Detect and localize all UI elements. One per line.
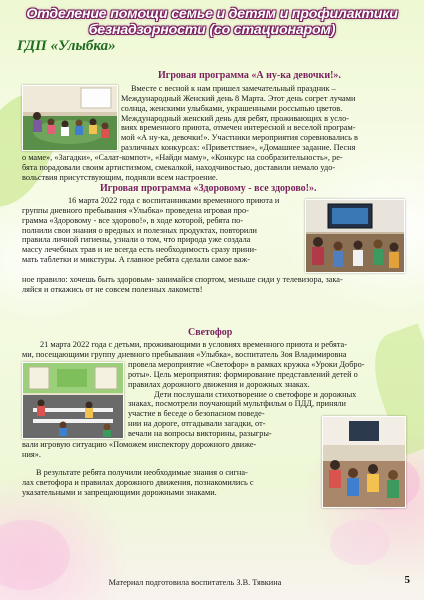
text-line: вечали на вопросы викторины, разыгры- xyxy=(128,428,272,438)
text-line: лах светофора и правилах дорожного движения, познакомились с xyxy=(22,477,254,487)
text-line: мой «А ну-ка, девочки!». Участники мероприятия соревновались в xyxy=(121,133,358,143)
section3-paragraph-full xyxy=(22,440,318,460)
text-line: нии на дороге, отгадывали загадки, от- xyxy=(128,418,266,428)
text-line: ное правило: хочешь быть здоровым- занимайся спортом, меньше сиди у телевизора, зака- xyxy=(22,275,343,284)
text-line: правилах дорожного движения и дорожных знаках. xyxy=(128,379,310,389)
background-flower xyxy=(330,520,390,565)
text-line: бята порадовали своим артистизмом, смекалкой, находчивостью, доставили немало удо- xyxy=(22,162,336,172)
text-line: 16 марта 2022 года с воспитанниками временного приюта и xyxy=(68,196,280,205)
text-line: Международный женский день для ребят, проживающих в усло- xyxy=(121,113,349,123)
text-line: провела мероприятие «Светофор» в рамках кружка «Уроки Добро- xyxy=(128,360,365,369)
page-title: Отделение помощи семье и детям и профилактики безнадзорности (со стационаром) xyxy=(26,6,398,38)
text-line: Вместе с весной к нам пришел замечательный праздник – xyxy=(131,84,336,93)
section2-paragraph-full xyxy=(22,275,404,295)
text-line: солнца, женскими улыбками, украшенными россыпью цветов. xyxy=(121,103,343,113)
text-line: знаках, посмотрели поучающий мультфильм о ПДД, приняли xyxy=(128,399,346,409)
photo-traffic-light-quiz-image xyxy=(323,417,405,507)
text-line: Международный Женский день 8 Марта. Этот день согрет лучами xyxy=(121,93,356,103)
section-title-health-program: Игровая программа «Здоровому - все здорово!». xyxy=(100,183,317,194)
text-line: мать таблетки и микстуры. А главное ребята сделали самое важ- xyxy=(22,255,251,265)
section-title-traffic-light: Светофор xyxy=(188,327,233,338)
text-line: Дети послушали стихотворение о светофоре и дорожных xyxy=(154,389,357,399)
text-line: 21 марта 2022 года с детьми, проживающими в условиях временного приюта и ребята- xyxy=(40,340,348,349)
text-line: ми, посещающими группу дневного пребывания «Улыбка», воспитатель Зоя Владимировна xyxy=(22,349,347,359)
text-line: различных конкурсах: «Приветствие», «Домашнее задание. Песня xyxy=(121,143,356,153)
text-line: вольствия присутствующим, подняли всем настроение. xyxy=(22,172,218,182)
text-line: ляйся и откажись от не совсем полезных лакомств! xyxy=(22,284,203,294)
text-line: вали игровую ситуацию «Поможем инспектору дорожного движе- xyxy=(22,440,257,449)
text-line: В результате ребята получили необходимые знания о сигна- xyxy=(36,468,248,477)
text-line: группы дневного пребывания «Улыбка» проведена игровая про- xyxy=(22,205,249,215)
text-line: о маме», «Загадки», «Салат-компот», «Найди маму», «Конкурс на сообразительность», ре- xyxy=(22,153,343,162)
text-line: указательными и запрещающими дорожными знаками. xyxy=(22,487,217,497)
section2-paragraph-wrapped xyxy=(22,196,300,265)
section3-paragraph-between-photos xyxy=(128,409,318,439)
section1-paragraph-wrapped xyxy=(121,84,403,153)
section3-result-paragraph xyxy=(22,468,318,498)
group-subtitle: ГДП «Улыбка» xyxy=(17,38,116,54)
photo-health-program-image xyxy=(306,200,404,272)
photo-girls-program xyxy=(22,85,118,151)
photo-health-program xyxy=(305,199,405,273)
author-credit: Материал подготовила воспитатель З.В. Тявкина xyxy=(108,578,282,587)
text-line: полнили свои знания о вредных и полезных продуктах, повторили xyxy=(22,225,257,235)
text-line: роты». Цель мероприятия: формирование представлений детей о xyxy=(128,369,358,379)
section-title-girls-program: Игровая программа «А ну-ка девочки!». xyxy=(158,70,341,81)
section3-intro xyxy=(22,340,404,360)
text-line: виях временного приюта, отмечен интересной и веселой програм- xyxy=(121,123,356,133)
page-number: 5 xyxy=(404,574,410,586)
text-line: ния». xyxy=(22,449,41,459)
photo-traffic-light-classroom xyxy=(22,362,124,439)
photo-traffic-light-classroom-image xyxy=(23,363,123,438)
photo-traffic-light-quiz xyxy=(322,416,406,508)
text-line: участие в беседе о безопасном поведе- xyxy=(128,409,265,418)
text-line: грамма «Здоровому - все здорово!», в ходе которой, ребята по- xyxy=(22,215,244,225)
photo-girls-program-image xyxy=(23,86,117,150)
text-line: массу лечебных трав и не всегда есть необходимость сразу прини- xyxy=(22,245,257,255)
section3-paragraph-wrapped xyxy=(128,360,404,409)
section1-paragraph-full xyxy=(22,153,404,183)
text-line: правила личной гигиены, узнали о том, что природа уже создала xyxy=(22,235,251,245)
